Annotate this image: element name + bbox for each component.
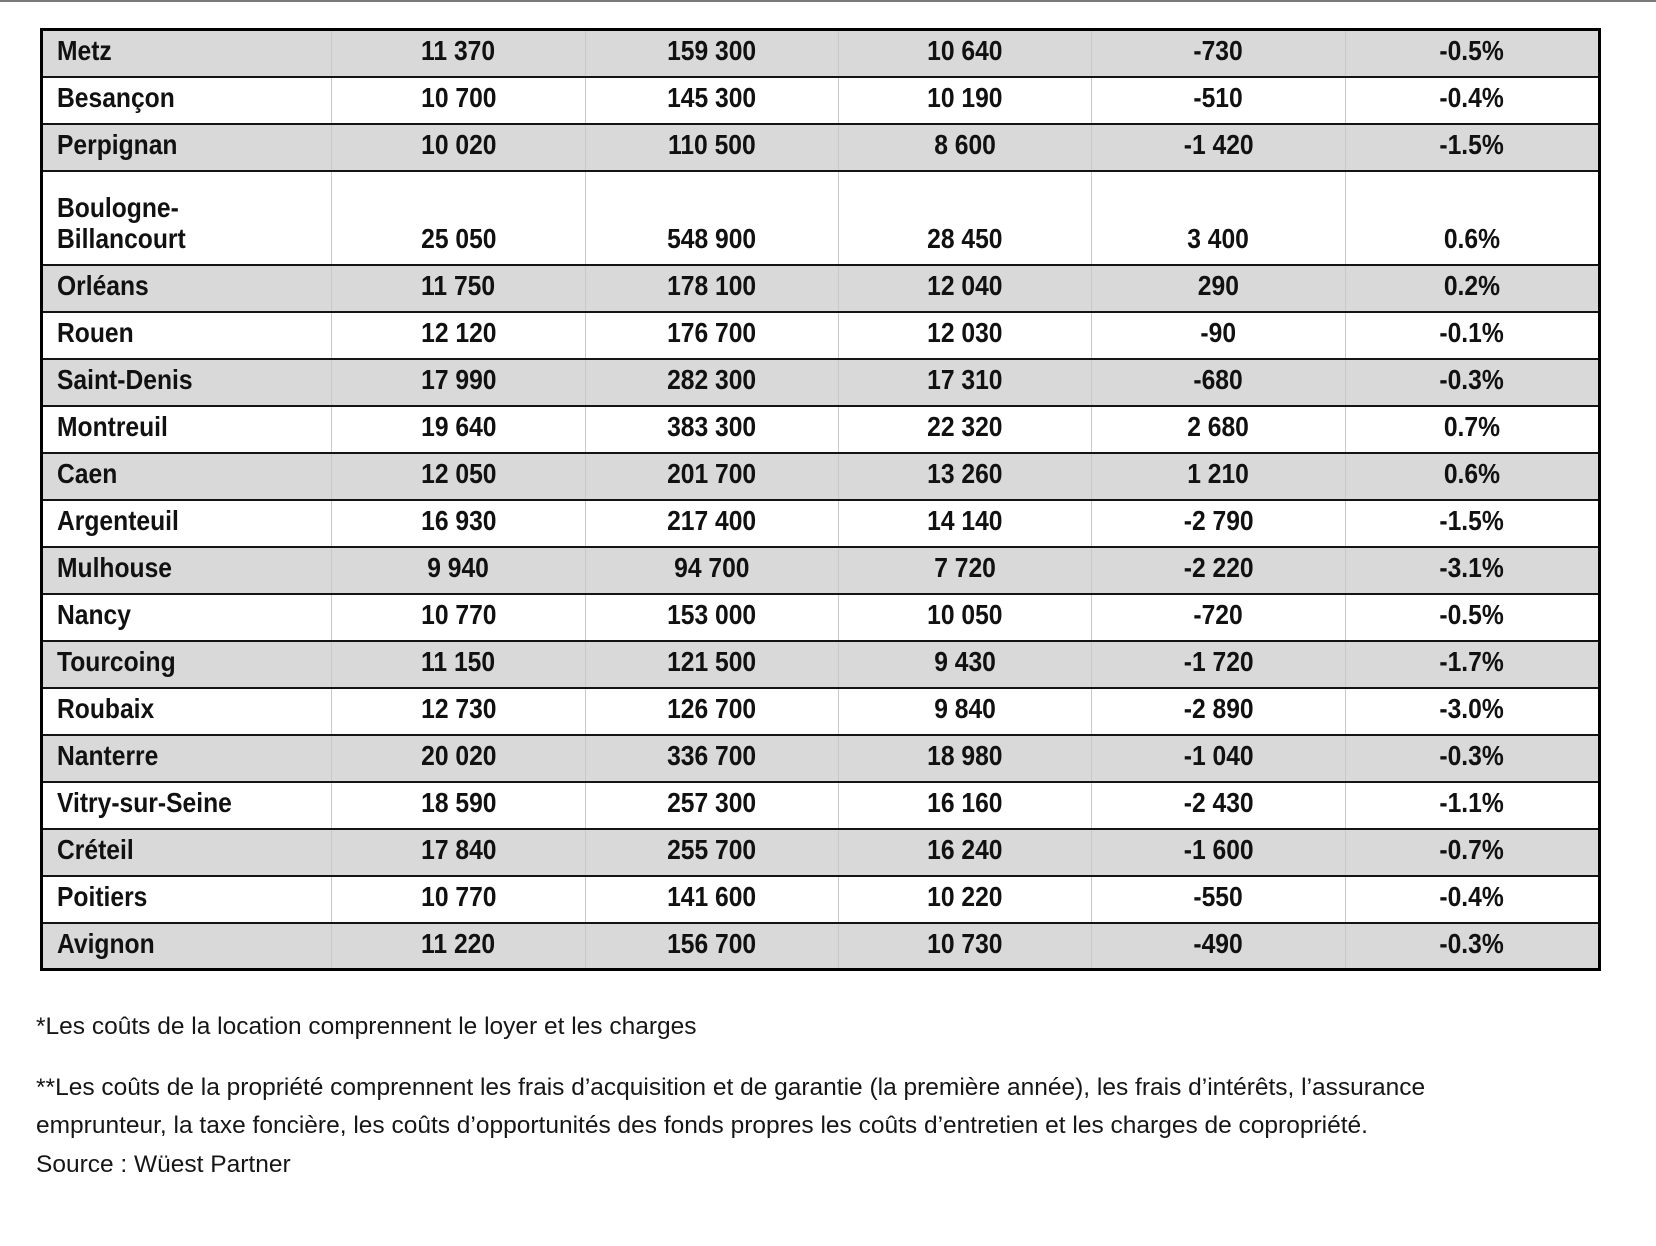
value-cell <box>586 923 839 970</box>
value-text: -2 890 <box>1183 693 1254 725</box>
value-text: 19 640 <box>420 411 497 443</box>
city-name-cell <box>42 547 332 594</box>
value-text: 201 700 <box>667 458 757 490</box>
value-cell <box>1092 735 1346 782</box>
value-cell <box>1092 688 1346 735</box>
value-text: 11 370 <box>421 35 496 67</box>
value-text: 12 730 <box>420 693 497 725</box>
value-text: -0.7% <box>1439 834 1505 866</box>
value-text: 11 750 <box>421 270 496 302</box>
value-cell <box>839 359 1092 406</box>
city-name-cell <box>42 30 332 77</box>
value-cell <box>1346 265 1600 312</box>
value-text: -0.4% <box>1439 881 1505 913</box>
city-name-cell <box>42 124 332 171</box>
source-line: Source : Wüest Partner <box>36 1151 291 1179</box>
value-text: -1.5% <box>1439 129 1505 161</box>
value-cell <box>839 547 1092 594</box>
table-row <box>42 876 1600 923</box>
value-text: 9 840 <box>934 693 996 725</box>
value-cell <box>586 124 839 171</box>
value-cell <box>839 594 1092 641</box>
value-cell <box>1092 359 1346 406</box>
value-cell <box>586 30 839 77</box>
city-name-cell <box>42 171 332 265</box>
value-text: 141 600 <box>667 881 757 913</box>
footnotes-block <box>36 1008 1516 1185</box>
footnote-property-costs: **Les coûts de la propriété comprennent les frais d’acquisition et de garantie (la première année), les frais d’intérêts, l’assurance emprunteur, la taxe foncière, les coûts d’opportunités des fonds propres les coûts d’entretien et les charges de copropriété. <box>36 1073 1426 1140</box>
value-text: -3.0% <box>1439 693 1505 725</box>
value-cell <box>332 829 586 876</box>
value-text: 145 300 <box>667 82 757 114</box>
value-cell <box>839 312 1092 359</box>
value-text: 257 300 <box>667 787 757 819</box>
value-text: 336 700 <box>667 740 757 772</box>
city-name-cell <box>42 77 332 124</box>
value-text: 18 980 <box>927 740 1003 772</box>
value-cell <box>1092 77 1346 124</box>
city-name-cell <box>42 735 332 782</box>
table-row <box>42 124 1600 171</box>
value-cell <box>839 171 1092 265</box>
value-cell <box>586 876 839 923</box>
value-cell <box>839 77 1092 124</box>
value-text: 18 590 <box>420 787 497 819</box>
table-row <box>42 453 1600 500</box>
city-name-cell <box>42 453 332 500</box>
value-text: 0.2% <box>1443 270 1501 302</box>
value-cell <box>586 641 839 688</box>
table-row <box>42 735 1600 782</box>
value-text: 20 020 <box>420 740 497 772</box>
value-text: -3.1% <box>1439 552 1505 584</box>
city-name: Roubaix <box>57 693 155 725</box>
value-cell <box>1092 265 1346 312</box>
value-text: 9 940 <box>427 552 490 584</box>
value-cell <box>839 876 1092 923</box>
table-row <box>42 500 1600 547</box>
value-text: 10 700 <box>420 82 497 114</box>
value-cell <box>1092 829 1346 876</box>
value-text: 16 930 <box>420 505 497 537</box>
value-cell <box>332 594 586 641</box>
value-text: 10 220 <box>927 881 1003 913</box>
value-cell <box>1346 500 1600 547</box>
value-text: 10 770 <box>420 881 497 913</box>
value-text: -730 <box>1193 35 1244 67</box>
value-cell <box>332 688 586 735</box>
city-name-cell <box>42 829 332 876</box>
city-name: Argenteuil <box>57 505 179 537</box>
table-row <box>42 923 1600 970</box>
value-text: 16 160 <box>927 787 1003 819</box>
value-text: 0.6% <box>1443 458 1501 490</box>
value-cell <box>332 171 586 265</box>
value-text: 282 300 <box>667 364 757 396</box>
value-cell <box>839 735 1092 782</box>
value-cell <box>839 829 1092 876</box>
value-cell <box>586 453 839 500</box>
value-cell <box>586 77 839 124</box>
value-cell <box>586 688 839 735</box>
city-name: Boulogne-Billancourt <box>57 191 186 255</box>
value-text: 14 140 <box>927 505 1003 537</box>
value-text: 13 260 <box>927 458 1003 490</box>
value-cell <box>332 500 586 547</box>
value-text: 25 050 <box>420 223 497 255</box>
value-text: -0.3% <box>1439 927 1505 959</box>
value-text: -550 <box>1193 881 1244 913</box>
city-name: Metz <box>57 35 112 67</box>
value-cell <box>1092 547 1346 594</box>
table-row <box>42 547 1600 594</box>
value-text: 10 020 <box>420 129 497 161</box>
city-name-cell <box>42 312 332 359</box>
value-text: -2 220 <box>1183 552 1254 584</box>
value-cell <box>1346 406 1600 453</box>
value-text: 8 600 <box>934 129 996 161</box>
top-crop-line <box>0 0 1656 2</box>
value-cell <box>1346 77 1600 124</box>
city-name-cell <box>42 500 332 547</box>
value-cell <box>1346 688 1600 735</box>
city-name-cell <box>42 876 332 923</box>
value-text: 178 100 <box>667 270 757 302</box>
value-text: -1.7% <box>1439 646 1505 678</box>
value-text: 10 640 <box>927 35 1003 67</box>
value-text: -490 <box>1193 927 1244 959</box>
value-cell <box>839 265 1092 312</box>
value-text: 28 450 <box>927 223 1003 255</box>
value-text: -0.4% <box>1439 82 1505 114</box>
value-text: -0.5% <box>1439 35 1505 67</box>
value-text: 0.7% <box>1443 411 1501 443</box>
city-name-cell <box>42 406 332 453</box>
table-row <box>42 782 1600 829</box>
value-text: 159 300 <box>667 35 757 67</box>
value-cell <box>839 124 1092 171</box>
table-row <box>42 594 1600 641</box>
value-text: -1 420 <box>1183 129 1254 161</box>
city-name: Tourcoing <box>57 646 176 678</box>
table-row <box>42 406 1600 453</box>
value-cell <box>332 312 586 359</box>
value-cell <box>1092 923 1346 970</box>
city-name: Avignon <box>57 927 155 959</box>
city-name: Orléans <box>57 270 149 302</box>
value-text: -0.5% <box>1439 599 1505 631</box>
value-cell <box>839 406 1092 453</box>
value-cell <box>1346 782 1600 829</box>
value-text: -680 <box>1193 364 1244 396</box>
value-text: 0.6% <box>1443 223 1501 255</box>
value-text: 110 500 <box>668 129 756 161</box>
value-text: 12 050 <box>420 458 497 490</box>
city-name: Nanterre <box>57 740 159 772</box>
value-text: 217 400 <box>667 505 757 537</box>
value-text: 383 300 <box>667 411 757 443</box>
table-row <box>42 171 1600 265</box>
value-cell <box>1346 876 1600 923</box>
value-cell <box>332 359 586 406</box>
value-text: 16 240 <box>927 834 1003 866</box>
value-cell <box>1092 876 1346 923</box>
table-row <box>42 77 1600 124</box>
city-cost-table <box>40 28 1601 971</box>
value-cell <box>586 359 839 406</box>
value-cell <box>586 782 839 829</box>
value-text: -720 <box>1193 599 1244 631</box>
value-text: 1 210 <box>1187 458 1250 490</box>
value-cell <box>332 735 586 782</box>
city-name: Perpignan <box>57 129 178 161</box>
city-name: Poitiers <box>57 881 148 913</box>
value-text: 10 770 <box>420 599 497 631</box>
city-cost-table-body <box>42 30 1600 970</box>
value-text: 10 730 <box>927 927 1003 959</box>
value-cell <box>332 453 586 500</box>
value-cell <box>1092 171 1346 265</box>
table-row <box>42 359 1600 406</box>
city-name-cell <box>42 923 332 970</box>
value-text: 94 700 <box>674 552 750 584</box>
value-cell <box>1092 782 1346 829</box>
value-text: 255 700 <box>667 834 757 866</box>
value-cell <box>586 500 839 547</box>
value-text: 12 040 <box>927 270 1003 302</box>
value-text: -0.3% <box>1439 364 1505 396</box>
value-cell <box>1092 406 1346 453</box>
city-name-cell <box>42 641 332 688</box>
value-text: -0.3% <box>1439 740 1505 772</box>
value-text: -2 790 <box>1183 505 1254 537</box>
value-text: 10 050 <box>927 599 1003 631</box>
value-cell <box>586 265 839 312</box>
table-row <box>42 829 1600 876</box>
value-cell <box>1346 124 1600 171</box>
value-text: 17 990 <box>420 364 497 396</box>
value-text: -1 040 <box>1183 740 1254 772</box>
value-cell <box>839 641 1092 688</box>
value-cell <box>1346 641 1600 688</box>
value-cell <box>332 124 586 171</box>
value-cell <box>839 30 1092 77</box>
value-cell <box>332 923 586 970</box>
value-text: -1.1% <box>1439 787 1505 819</box>
city-name-cell <box>42 265 332 312</box>
value-text: -1 600 <box>1183 834 1254 866</box>
value-cell <box>1346 735 1600 782</box>
value-text: -90 <box>1200 317 1237 349</box>
value-cell <box>1346 171 1600 265</box>
value-cell <box>586 547 839 594</box>
value-cell <box>1346 923 1600 970</box>
value-text: 153 000 <box>667 599 757 631</box>
value-cell <box>839 453 1092 500</box>
city-name-cell <box>42 688 332 735</box>
value-cell <box>332 547 586 594</box>
value-cell <box>1092 453 1346 500</box>
value-cell <box>332 265 586 312</box>
value-cell <box>332 77 586 124</box>
value-cell <box>1092 312 1346 359</box>
value-cell <box>586 406 839 453</box>
value-cell <box>1346 453 1600 500</box>
city-name-cell <box>42 782 332 829</box>
city-name: Vitry-sur-Seine <box>57 787 232 819</box>
value-text: 121 500 <box>667 646 757 678</box>
value-text: 11 150 <box>421 646 496 678</box>
city-name-cell <box>42 359 332 406</box>
city-name: Rouen <box>57 317 134 349</box>
city-name: Montreuil <box>57 411 168 443</box>
value-text: 156 700 <box>667 927 757 959</box>
value-cell <box>839 688 1092 735</box>
value-cell <box>1346 312 1600 359</box>
value-text: 17 310 <box>927 364 1003 396</box>
table-row <box>42 30 1600 77</box>
value-cell <box>1346 547 1600 594</box>
value-text: 548 900 <box>667 223 757 255</box>
value-text: 2 680 <box>1187 411 1250 443</box>
value-cell <box>839 782 1092 829</box>
value-cell <box>586 312 839 359</box>
value-text: -0.1% <box>1439 317 1505 349</box>
city-name: Besançon <box>57 82 175 114</box>
value-text: 11 220 <box>421 927 496 959</box>
value-text: -1.5% <box>1439 505 1505 537</box>
city-name: Créteil <box>57 834 134 866</box>
value-cell <box>1092 594 1346 641</box>
value-cell <box>332 641 586 688</box>
value-cell <box>1346 829 1600 876</box>
city-name: Nancy <box>57 599 131 631</box>
value-cell <box>586 594 839 641</box>
table-row <box>42 641 1600 688</box>
value-text: -2 430 <box>1183 787 1254 819</box>
city-name: Saint-Denis <box>57 364 193 396</box>
value-text: 9 430 <box>934 646 996 678</box>
value-cell <box>839 500 1092 547</box>
value-text: 126 700 <box>667 693 757 725</box>
value-text: -1 720 <box>1183 646 1254 678</box>
value-cell <box>839 923 1092 970</box>
value-cell <box>1092 641 1346 688</box>
city-name: Mulhouse <box>57 552 172 584</box>
footnote-location-costs: *Les coûts de la location comprennent le loyer et les charges <box>36 1013 697 1040</box>
value-text: 22 320 <box>927 411 1003 443</box>
value-cell <box>332 876 586 923</box>
value-text: 3 400 <box>1187 223 1250 255</box>
value-text: 17 840 <box>420 834 497 866</box>
value-cell <box>586 171 839 265</box>
value-cell <box>1092 124 1346 171</box>
value-cell <box>586 735 839 782</box>
table-row <box>42 688 1600 735</box>
value-text: 10 190 <box>927 82 1003 114</box>
table-row <box>42 312 1600 359</box>
value-text: 290 <box>1197 270 1240 302</box>
value-text: 12 120 <box>420 317 497 349</box>
value-cell <box>1346 30 1600 77</box>
value-cell <box>1092 500 1346 547</box>
value-cell <box>586 829 839 876</box>
value-cell <box>1346 594 1600 641</box>
value-text: 7 720 <box>934 552 996 584</box>
value-cell <box>1346 359 1600 406</box>
value-cell <box>332 782 586 829</box>
city-name-cell <box>42 594 332 641</box>
table-row <box>42 265 1600 312</box>
value-cell <box>1092 30 1346 77</box>
value-text: 12 030 <box>927 317 1003 349</box>
value-cell <box>332 406 586 453</box>
city-name: Caen <box>57 458 118 490</box>
value-text: 176 700 <box>667 317 757 349</box>
value-text: -510 <box>1193 82 1244 114</box>
value-cell <box>332 30 586 77</box>
